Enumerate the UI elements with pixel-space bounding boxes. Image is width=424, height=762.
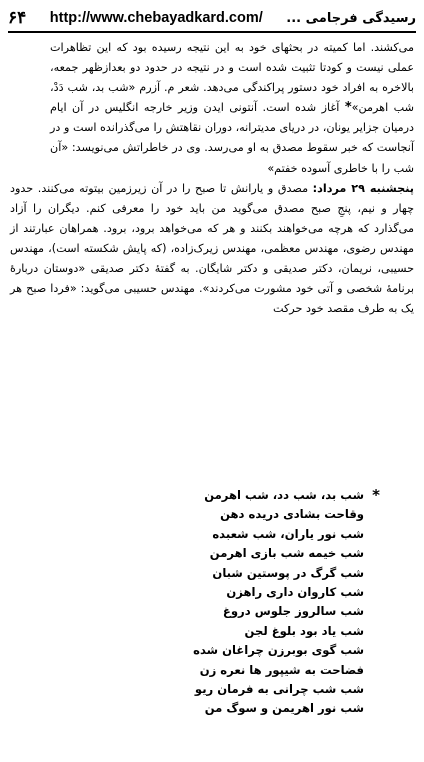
- paragraph-intro-continued: آغاز شده است. آنتونی ایدن وزیر خارجه انگلیس در آن ایام درمیان جزایر یونان، در دریای مدیترانه، دوران نقاهتش را می‌گذرانده است و در آنجاست که خبر سقوط مصدق به او می‌رسد. وی در خاطراتش می‌نویسد: «آن شب را با خاطری آسوده خفتم»: [50, 101, 414, 175]
- poem-line: شب یاد بود بلوغ لجن: [244, 623, 364, 638]
- poem-line: شب شب چرانی به فرمان ریو: [194, 682, 364, 697]
- poem-line: شب بد، شب دد، شب اهرمن: [204, 488, 364, 502]
- running-title: رسیدگی فرجامی ...: [286, 10, 416, 26]
- poem-line: شب گوی بوبرزن چراغان شده: [193, 643, 364, 658]
- poem-line: شب گرگ در پوستین شبان: [212, 565, 364, 580]
- poem-line: شب نور اهریمن و سوگ من: [204, 701, 364, 716]
- poem-footnote-marker: *: [372, 486, 380, 504]
- paragraph-intro-text: می‌کشند. اما کمیته در بحثهای خود به این نتیجه رسیده بود که این تظاهرات عملی نیست و کودتا تثبیت شده است و در نتیجه در حدود دو بعدازظهر جمعه، بالاخره به افراد خود دستور پراکندگی می‌دهد. شعر م. آزرم «شب بد، شب دَدْ، شب اهرمن»: [50, 41, 414, 115]
- header-divider: [8, 31, 416, 33]
- page-number: ۶۴: [8, 8, 27, 28]
- poem-line: شب کاروان داری راهزن: [226, 585, 364, 600]
- entry-date-heading: پنجشنبه ۲۹ مرداد:: [312, 181, 414, 195]
- body-text: [10, 38, 414, 319]
- paragraph-entry-text: مصدق و یارانش تا صبح را در آن زیرزمین بیتوته می‌کنند. حدود چهار و نیم، پنجِ صبح مصدق می‌گوید من باید خود را معرفی کنم. دیگران را آزاد می‌گذارد که هرچه می‌خواهند بکنند و هر که می‌خواهد برود، برود. همراهان عبارتند از مهندس رضوی، مهندس معظمی، مهندس زیرک‌زاده، (که پایش شکسته است)، مهندس حسیبی، نریمان، دکتر صدیقی و دکتر شایگان. به گفتهٔ دکتر صدیقی «دوستان دربارهٔ برنامهٔ شخصی و آتی خود مشورت می‌کردند». مهندس حسیبی می‌گوید: «فردا صبح هر یک به طرف مقصد خود حرکت: [10, 181, 414, 316]
- poem-line: شب خیمه شب بازی اهرمن: [209, 546, 364, 561]
- paragraph-intro: [10, 38, 414, 179]
- poem-line: وقاحت بشادی دریده دهن: [220, 507, 364, 522]
- footnote-poem: [174, 486, 380, 719]
- poem-line: شب نور یاران، شب شعبده: [212, 526, 364, 541]
- poem-line: فضاحت به شیپور ها نعره زن: [199, 662, 364, 677]
- poem-line: شب سالروز جلوس دروغ: [222, 604, 364, 619]
- website-url: http://www.chebayadkard.com/: [49, 10, 263, 26]
- page-header: [8, 6, 416, 30]
- footnote-marker: *: [344, 100, 352, 116]
- paragraph-entry: [10, 179, 414, 320]
